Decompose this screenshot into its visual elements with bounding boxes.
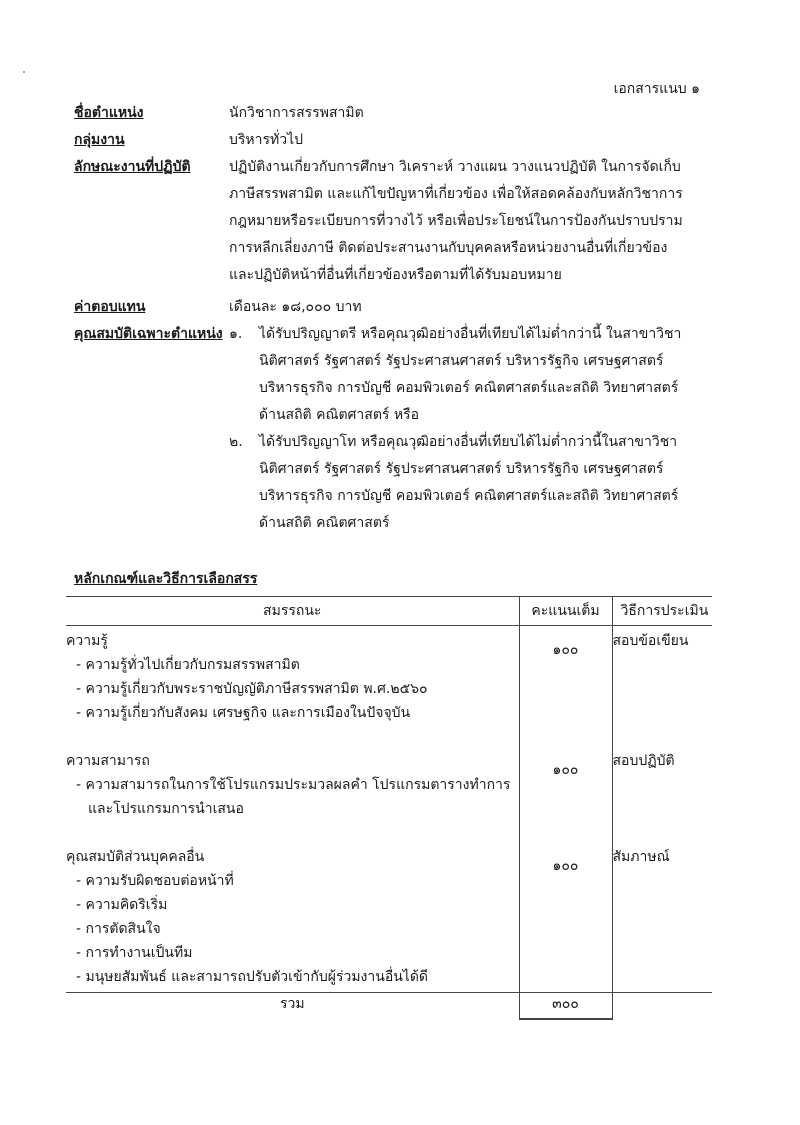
duties-line: และปฏิบัติหน้าที่อื่นที่เกี่ยวข้องหรือตามที่ได้รับมอบหมาย [229, 267, 562, 283]
qualification-line: บริหารธุรกิจ การบัญชี คอมพิวเตอร์ คณิตศาสตร์และสถิติ วิทยาศาสตร์ [259, 380, 679, 396]
group-item: - ความสามารถในการใช้โปรแกรมประมวลผลคำ โปรแกรมตารางทำการ [76, 777, 511, 793]
qualification-line: ด้านสถิติ คณิตศาสตร์ [259, 515, 390, 531]
qualifications-value [229, 321, 714, 537]
qualification-line: บริหารธุรกิจ การบัญชี คอมพิวเตอร์ คณิตศาสตร์และสถิติ วิทยาศาสตร์ [259, 488, 679, 504]
scan-speck [23, 71, 25, 73]
group-item: - การตัดสินใจ [76, 921, 161, 937]
group-item: - มนุษยสัมพันธ์ และสามารถปรับตัวเข้ากับผู้ร่วมงานอื่นได้ดี [76, 969, 429, 985]
score-value: ๑๐๐ [552, 762, 579, 778]
column-header-full-score: คะแนนเต็ม [519, 597, 612, 626]
duties-line: ปฏิบัติงานเกี่ยวกับการศึกษา วิเคราะห์ วางแผน วางแนวปฏิบัติ ในการจัดเก็บ [229, 159, 681, 175]
group-row [74, 127, 714, 154]
total-label: รวม [66, 993, 519, 1020]
qualification-number: ๒. [229, 434, 243, 450]
total-method-empty [612, 993, 712, 1020]
group-item: - ความรู้เกี่ยวกับสังคม เศรษฐกิจ และการเมืองในปัจจุบัน [76, 705, 411, 721]
total-score: ๓๐๐ [519, 993, 612, 1020]
compensation-label: ค่าตอบแทน [74, 299, 146, 315]
group-item: - ความคิดริเริ่ม [76, 897, 168, 913]
position-row [74, 100, 714, 127]
score-value: ๑๐๐ [552, 858, 579, 874]
qualification-line: นิติศาสตร์ รัฐศาสตร์ รัฐประศาสนศาสตร์ บริหารรัฐกิจ เศรษฐศาสตร์ [259, 461, 664, 477]
group-item: - ความรับผิดชอบต่อหน้าที่ [76, 873, 234, 889]
column-header-method: วิธีการประเมิน [612, 597, 712, 626]
criteria-table [66, 596, 712, 1020]
qualification-line: ได้รับปริญญาโท หรือคุณวุฒิอย่างอื่นที่เทียบได้ไม่ต่ำกว่านี้ในสาขาวิชา [259, 434, 678, 450]
job-info [74, 100, 714, 537]
table-row [66, 626, 712, 747]
table-row [66, 842, 712, 993]
duties-line: กฎหมายหรือระเบียบการที่วางไว้ หรือเพื่อประโยชน์ในการป้องกันปราบปราม [229, 213, 683, 229]
qualification-item [229, 429, 714, 537]
method-value: สอบข้อเขียน [612, 633, 689, 649]
compensation-row [74, 294, 714, 321]
group-title: ความสามารถ [66, 753, 150, 769]
group-item: - การทำงานเป็นทีม [76, 945, 193, 961]
duties-value [229, 154, 714, 289]
table-header-row [66, 597, 712, 626]
qualification-item [229, 321, 714, 429]
group-value: บริหารทั่วไป [229, 132, 304, 148]
group-item: - ความรู้เกี่ยวกับพระราชบัญญัติภาษีสรรพสามิต พ.ศ.๒๕๖๐ [76, 681, 428, 697]
table-row [66, 746, 712, 842]
duties-line: ภาษีสรรพสามิต และแก้ไขปัญหาที่เกี่ยวข้อง เพื่อให้สอดคล้องกับหลักวิชาการ [229, 186, 683, 202]
group-title: คุณสมบัติส่วนบุคคลอื่น [66, 849, 205, 865]
group-label: กลุ่มงาน [74, 132, 125, 148]
group-item: - ความรู้ทั่วไปเกี่ยวกับกรมสรรพสามิต [76, 657, 300, 673]
group-title: ความรู้ [66, 633, 108, 649]
group-item: และโปรแกรมการนำเสนอ [88, 801, 244, 817]
duties-label: ลักษณะงานที่ปฏิบัติ [74, 159, 191, 175]
column-header-competency: สมรรถนะ [66, 597, 519, 626]
score-value: ๑๐๐ [552, 642, 579, 658]
method-value: สอบปฏิบัติ [612, 753, 675, 769]
method-value: สัมภาษณ์ [612, 849, 670, 865]
position-label: ชื่อตำแหน่ง [74, 105, 144, 121]
duties-row [74, 154, 714, 289]
qualification-line: ได้รับปริญญาตรี หรือคุณวุฒิอย่างอื่นที่เทียบได้ไม่ต่ำกว่านี้ ในสาขาวิชา [259, 326, 682, 342]
qualification-number: ๑. [229, 326, 243, 342]
qualification-line: นิติศาสตร์ รัฐศาสตร์ รัฐประศาสนศาสตร์ บริหารรัฐกิจ เศรษฐศาสตร์ [259, 353, 664, 369]
total-row [66, 993, 712, 1020]
compensation-value: เดือนละ ๑๘,๐๐๐ บาท [229, 299, 362, 315]
qualification-line: ด้านสถิติ คณิตศาสตร์ หรือ [259, 407, 420, 423]
qualifications-label: คุณสมบัติเฉพาะตำแหน่ง [74, 326, 223, 342]
annex-label: เอกสารแนบ ๑ [613, 81, 700, 97]
position-value: นักวิชาการสรรพสามิต [229, 105, 364, 121]
duties-line: การหลีกเลี่ยงภาษี ติดต่อประสานงานกับบุคคลหรือหน่วยงานอื่นที่เกี่ยวข้อง [229, 240, 668, 256]
criteria-title: หลักเกณฑ์และวิธีการเลือกสรร [74, 571, 258, 587]
qualifications-row [74, 321, 714, 537]
